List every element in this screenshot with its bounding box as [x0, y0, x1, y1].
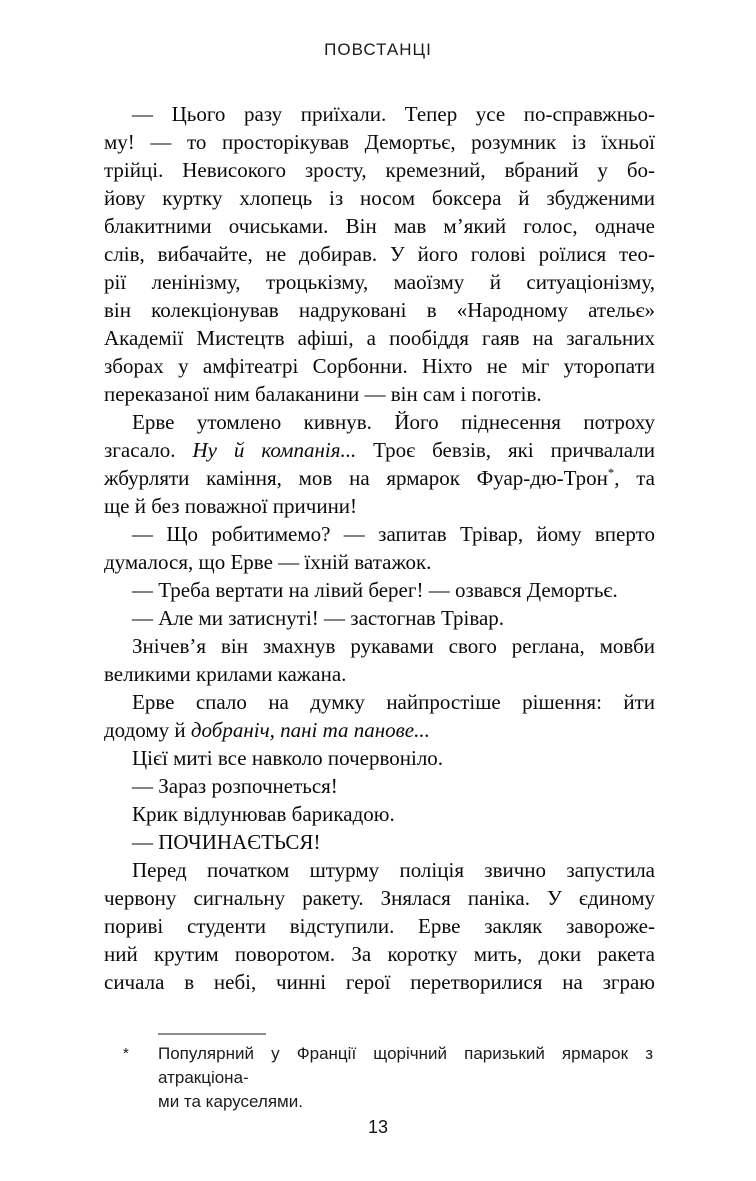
text-line: червону сигнальну ракету. Знялася паніка. У єдиному	[104, 886, 655, 910]
text-line: додому й добраніч, пані та панове...	[104, 718, 430, 742]
running-head: ПОВСТАНЦІ	[324, 40, 432, 59]
text-line: блакитними очиськами. Він мав м’який голос, одначе	[104, 214, 655, 238]
text-line: му! — то просторікував Демортьє, розумник із їхньої	[104, 130, 655, 154]
text-line: йову куртку хлопець із носом боксера й збудженими	[104, 186, 655, 210]
footnote-marker: *	[123, 1045, 129, 1062]
text-line: — ПОЧИНАЄТЬСЯ!	[132, 830, 321, 854]
text-line: думалося, що Ерве — їхній ватажок.	[104, 550, 432, 574]
text-line: — Цього разу приїхали. Тепер усе по-справжньо-	[132, 102, 655, 126]
text-line: Ерве утомлено кивнув. Його піднесення потроху	[132, 410, 655, 434]
text-line: Цієї миті все навколо почервоніло.	[132, 746, 444, 770]
body-text	[104, 100, 655, 996]
text-line: — Треба вертати на лівий берег! — озвався Демортьє.	[132, 578, 618, 602]
text-line: Ерве спало на думку найпростіше рішення: йти	[132, 690, 655, 714]
text-line: Академії Мистецтв афіші, а пообіддя гаяв на загальних	[104, 326, 655, 350]
text-line: Знічев’я він змахнув рукавами свого реглана, мовби	[132, 634, 655, 658]
footnote-divider	[158, 1033, 266, 1035]
text-line: — Зараз розпочнеться!	[132, 774, 338, 798]
text-line: переказаної ним балаканини — він сам і поготів.	[104, 382, 542, 406]
page-number: 13	[367, 1117, 389, 1137]
footnote-text	[158, 1042, 653, 1114]
text-line: пориві студенти відступили. Ерве закляк завороже-	[104, 914, 655, 938]
text-line: великими крилами кажана.	[104, 662, 347, 686]
text-line: Перед початком штурму поліція звично запустила	[132, 858, 655, 882]
text-line: жбурляти каміння, мов на ярмарок Фуар-дю-Трон*, та	[104, 466, 655, 490]
text-line: ще й без поважної причини!	[104, 494, 358, 518]
text-line: він колекціонував надруковані в «Народному ательє»	[104, 298, 655, 322]
text-line: згасало. Ну й компанія... Троє бевзів, які причвалали	[104, 438, 655, 462]
footnote-line: ми та каруселями.	[158, 1092, 303, 1111]
footnote	[123, 1042, 655, 1114]
text-line: трійці. Невисокого зросту, кремезний, вбраний у бо-	[104, 158, 655, 182]
text-line: — Що робитимемо? — запитав Трівар, йому вперто	[132, 522, 655, 546]
text-line: Крик відлунював барикадою.	[132, 802, 395, 826]
text-line: зборах у амфітеатрі Сорбонни. Ніхто не міг уторопати	[104, 354, 655, 378]
text-line: рії ленінізму, троцькізму, маоїзму й ситуаціонізму,	[104, 270, 655, 294]
text-line: слів, вибачайте, не добирав. У його голові роїлися тео-	[104, 242, 655, 266]
text-line: — Але ми затиснуті! — застогнав Трівар.	[132, 606, 505, 630]
text-line: ний крутим поворотом. За коротку мить, доки ракета	[104, 942, 655, 966]
footnote-line: Популярний у Франції щорічний паризький ярмарок з атракціона-	[158, 1044, 653, 1087]
text-line: сичала в небі, чинні герої перетворилися на зграю	[104, 970, 655, 994]
